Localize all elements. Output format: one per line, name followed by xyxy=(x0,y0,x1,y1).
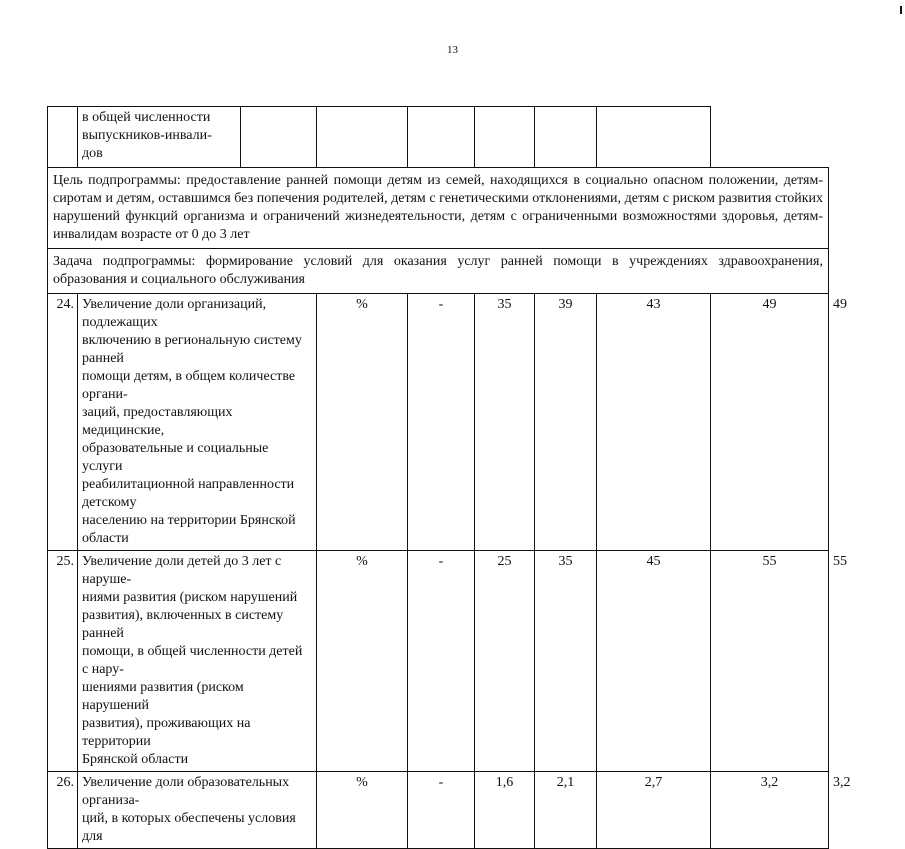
value-cell: 2,7 xyxy=(597,772,711,849)
text-line: дов xyxy=(82,146,103,161)
unit-cell: % xyxy=(317,551,408,772)
text-line: в общей численности xyxy=(82,110,211,125)
value-cell: 35 xyxy=(475,294,535,551)
value-cell: 49 xyxy=(711,294,829,551)
text-line: развития), проживающих на территории xyxy=(82,716,251,749)
table-row: 24. Увеличение доли организаций, подлежащих включению в региональную систему ранней помощи детям, в общем количестве органи- заций, предоставляющих медицинские, образовательные и социальные услуги реабилитационной направленности детскому населению на территории Брянской области % - 35 39 43 49 49 xyxy=(48,294,829,551)
indicators-table xyxy=(47,106,851,849)
value-cell: 1,6 xyxy=(475,772,535,849)
empty-cell xyxy=(317,107,408,168)
page-number: 13 xyxy=(447,44,458,56)
value-cell: 2,1 xyxy=(535,772,597,849)
table-row: 25. Увеличение доли детей до 3 лет с наруше- ниями развития (риском нарушений развития), включенных в систему ранней помощи, в общей численности детей с нару- шениями развития (риском нарушений развития), проживающих на территории Брянской области % - 25 35 45 55 55 xyxy=(48,551,829,772)
empty-cell xyxy=(535,107,597,168)
text-line: Увеличение доли образовательных организа- xyxy=(82,775,290,808)
value-cell: 45 xyxy=(597,551,711,772)
unit-cell: % xyxy=(317,294,408,551)
empty-cell xyxy=(408,107,475,168)
text-line: включению в региональную систему ранней xyxy=(82,333,302,366)
subprogram-task: Задача подпрограммы: формирование условий для оказания услуг ранней помощи в учреждениях здравоохранения, образования и социального обслуживания xyxy=(48,249,829,294)
empty-cell xyxy=(475,107,535,168)
text-line: развития), включенных в систему ранней xyxy=(82,608,284,641)
value-cell: 25 xyxy=(475,551,535,772)
text-line: Увеличение доли организаций, подлежащих xyxy=(82,297,267,330)
base-value-cell: - xyxy=(408,551,475,772)
text-line: ниями развития (риском нарушений xyxy=(82,590,298,605)
empty-cell xyxy=(597,107,711,168)
text-line: шениями развития (риском нарушений xyxy=(82,680,244,713)
row-number: 24. xyxy=(48,294,78,551)
text-line: образовательные и социальные услуги xyxy=(82,441,269,474)
text-line: населению на территории Брянской области xyxy=(82,513,296,546)
indicator-name xyxy=(78,772,317,849)
goal-row xyxy=(48,168,829,249)
subprogram-goal: Цель подпрограммы: предоставление ранней помощи детям из семей, находящихся в социально опасном положении, детям-сиротам и детям, оставшимся без попечения родителей, детям с генетическими отклонениями, детям с риском развития стойких нарушений функций организма и ограничений жизнедеятельности, детям с ограниченными возможностями здоровья, детям-инвалидам возрасте от 0 до 3 лет xyxy=(48,168,829,249)
text-line: заций, предоставляющих медицинские, xyxy=(82,405,233,438)
value-cell: 35 xyxy=(535,551,597,772)
fragment-name-cell xyxy=(78,107,241,168)
text-line: помощи детям, в общем количестве органи- xyxy=(82,369,296,402)
empty-cell xyxy=(241,107,317,168)
row-number: 25. xyxy=(48,551,78,772)
text-line: Брянской области xyxy=(82,752,189,767)
table-row: 26. Увеличение доли образовательных организа- ций, в которых обеспечены условия для % - 1,6 2,1 2,7 3,2 3,2 xyxy=(48,772,829,849)
text-line: реабилитационной направленности детскому xyxy=(82,477,295,510)
text-line: ций, в которых обеспечены условия для xyxy=(82,811,296,844)
indicator-name xyxy=(78,294,317,551)
value-cell: 39 xyxy=(535,294,597,551)
text-line: Увеличение доли детей до 3 лет с наруше- xyxy=(82,554,282,587)
row-number: 26. xyxy=(48,772,78,849)
cell-num-empty xyxy=(48,107,78,168)
task-row xyxy=(48,249,829,294)
text-line: выпускников-инвали- xyxy=(82,128,212,143)
unit-cell: % xyxy=(317,772,408,849)
base-value-cell: - xyxy=(408,294,475,551)
text-line: помощи, в общей численности детей с нару- xyxy=(82,644,303,677)
table-row-fragment xyxy=(48,107,829,168)
empty-cell xyxy=(711,107,829,168)
value-cell: 55 xyxy=(711,551,829,772)
value-cell: 3,2 xyxy=(711,772,829,849)
base-value-cell: - xyxy=(408,772,475,849)
value-cell: 43 xyxy=(597,294,711,551)
scan-edge-mark xyxy=(900,6,902,14)
indicator-name xyxy=(78,551,317,772)
